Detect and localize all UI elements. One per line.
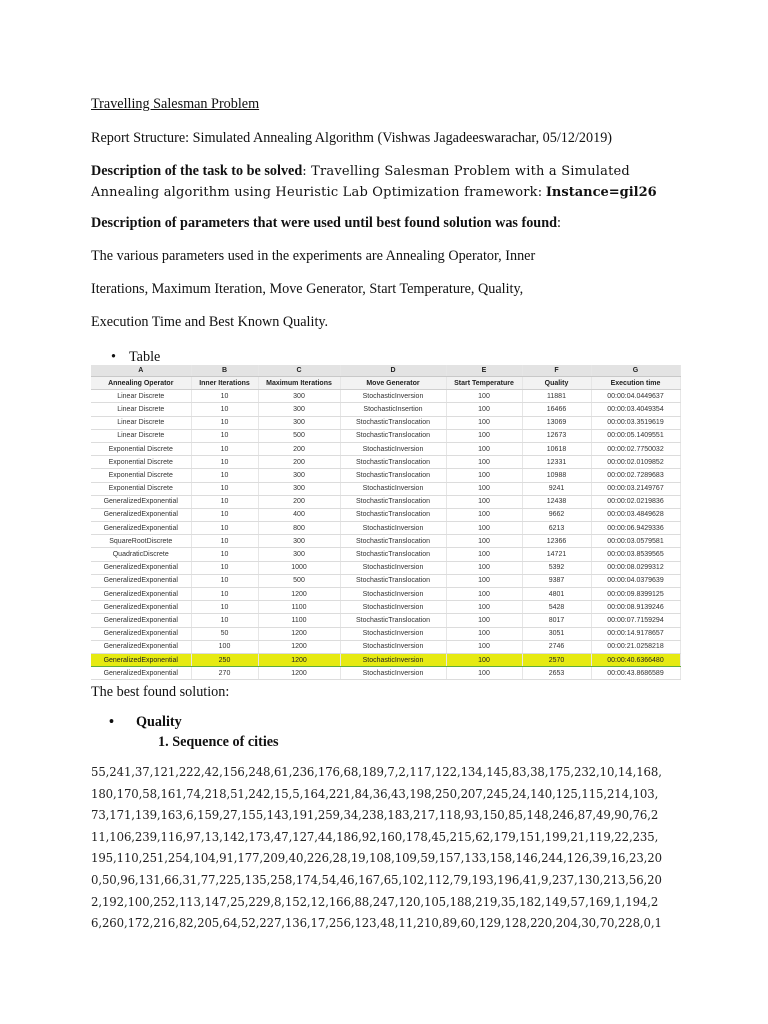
sequence-line: 6,260,172,216,82,205,64,52,227,136,17,256,123,48,11,210,89,60,129,128,220,204,30,70,228,0,1 xyxy=(91,916,662,931)
spreadsheet-body xyxy=(91,390,680,680)
table-cell: 1200 xyxy=(258,627,340,640)
table-cell: Exponential Discrete xyxy=(91,442,191,455)
table-cell: 100 xyxy=(446,601,522,614)
table-cell: QuadraticDiscrete xyxy=(91,548,191,561)
table-cell: 10 xyxy=(191,548,258,561)
table-cell: GeneralizedExponential xyxy=(91,667,191,680)
table-row xyxy=(91,588,680,601)
table-cell: 500 xyxy=(258,574,340,587)
table-cell: StochasticInsertion xyxy=(340,403,446,416)
table-cell: 10 xyxy=(191,442,258,455)
sequence-heading: 1. Sequence of cities xyxy=(158,734,279,750)
table-cell: 16466 xyxy=(522,403,591,416)
table-cell: 100 xyxy=(446,390,522,403)
table-cell: GeneralizedExponential xyxy=(91,522,191,535)
table-cell: 100 xyxy=(446,495,522,508)
params-heading-colon: : xyxy=(556,215,561,231)
table-cell: 00:00:08.9139246 xyxy=(591,601,680,614)
quality-bullet-dot: • xyxy=(109,714,114,730)
table-cell: StochasticInversion xyxy=(340,667,446,680)
task-description-line-2 xyxy=(91,182,681,203)
table-cell: 100 xyxy=(446,614,522,627)
table-cell: GeneralizedExponential xyxy=(91,561,191,574)
table-row xyxy=(91,390,680,403)
table-cell: StochasticInversion xyxy=(340,653,446,666)
table-cell: 100 xyxy=(446,508,522,521)
task-description-text-1: : Travelling Salesman Problem with a Simulated xyxy=(302,164,630,179)
column-headers-row xyxy=(91,377,680,390)
table-cell: 10 xyxy=(191,482,258,495)
table-cell: 00:00:02.7289683 xyxy=(591,469,680,482)
sequence-line: 55,241,37,121,222,42,156,248,61,236,176,68,189,7,2,117,122,134,145,83,38,175,232,10,14,168, xyxy=(91,765,662,779)
column-letters-row xyxy=(91,365,680,377)
table-cell: 100 xyxy=(446,574,522,587)
column-letter-g: G xyxy=(591,365,680,377)
table-cell: 9662 xyxy=(522,508,591,521)
table-cell: 200 xyxy=(258,456,340,469)
table-cell: 300 xyxy=(258,535,340,548)
table-cell: 5428 xyxy=(522,601,591,614)
table-cell: 00:00:03.2149767 xyxy=(591,482,680,495)
table-row xyxy=(91,416,680,429)
table-cell: Linear Discrete xyxy=(91,390,191,403)
table-cell: 100 xyxy=(191,640,258,653)
table-cell: 100 xyxy=(446,548,522,561)
table-cell: StochasticTranslocation xyxy=(340,469,446,482)
table-cell: 00:00:03.8539565 xyxy=(591,548,680,561)
table-cell: 12331 xyxy=(522,456,591,469)
table-cell: 00:00:03.4049354 xyxy=(591,403,680,416)
table-cell: 1200 xyxy=(258,588,340,601)
table-cell: 500 xyxy=(258,429,340,442)
table-cell: 10988 xyxy=(522,469,591,482)
table-row xyxy=(91,403,680,416)
document-body xyxy=(91,90,681,367)
column-letter-b: B xyxy=(191,365,258,377)
table-cell: Exponential Discrete xyxy=(91,469,191,482)
params-paragraph-line-1: The various parameters used in the experiments are Annealing Operator, Inner xyxy=(91,248,536,264)
table-cell: 8017 xyxy=(522,614,591,627)
table-row xyxy=(91,442,680,455)
table-cell: StochasticInversion xyxy=(340,561,446,574)
table-cell: 10 xyxy=(191,495,258,508)
table-cell: 100 xyxy=(446,442,522,455)
table-cell: 1200 xyxy=(258,653,340,666)
table-cell: 00:00:03.4849628 xyxy=(591,508,680,521)
table-cell: StochasticInversion xyxy=(340,522,446,535)
task-description-label: Description of the task to be solved xyxy=(91,163,303,179)
table-cell: 00:00:02.0109852 xyxy=(591,456,680,469)
table-cell: 100 xyxy=(446,640,522,653)
table-cell: 10 xyxy=(191,416,258,429)
table-cell: 300 xyxy=(258,469,340,482)
doc-title: Travelling Salesman Problem xyxy=(91,96,260,112)
table-cell: 100 xyxy=(446,416,522,429)
table-cell: 9241 xyxy=(522,482,591,495)
table-cell: 10 xyxy=(191,469,258,482)
column-header: Start Temperature xyxy=(446,377,522,390)
column-header: Annealing Operator xyxy=(91,377,191,390)
table-cell: 9387 xyxy=(522,574,591,587)
results-spreadsheet xyxy=(91,365,681,680)
table-cell: 100 xyxy=(446,456,522,469)
table-cell: 00:00:02.0219836 xyxy=(591,495,680,508)
table-row xyxy=(91,535,680,548)
sequence-line: 2,192,100,252,113,147,25,229,8,152,12,166,88,247,120,105,188,219,35,182,149,57,169,1,194,2 xyxy=(91,894,659,909)
table-row xyxy=(91,640,680,653)
column-letter-c: C xyxy=(258,365,340,377)
column-letter-e: E xyxy=(446,365,522,377)
table-cell: 00:00:03.3519619 xyxy=(591,416,680,429)
table-cell: GeneralizedExponential xyxy=(91,627,191,640)
table-cell: 1200 xyxy=(258,667,340,680)
table-cell: 1200 xyxy=(258,640,340,653)
table-cell: 100 xyxy=(446,561,522,574)
table-cell: 2653 xyxy=(522,667,591,680)
table-cell: StochasticInversion xyxy=(340,482,446,495)
table-cell: 00:00:21.0258218 xyxy=(591,640,680,653)
table-cell: 100 xyxy=(446,535,522,548)
table-cell: 11881 xyxy=(522,390,591,403)
table-cell: 250 xyxy=(191,653,258,666)
table-cell: GeneralizedExponential xyxy=(91,588,191,601)
table-cell: 100 xyxy=(446,403,522,416)
table-row xyxy=(91,667,680,680)
table-cell: 00:00:07.7159294 xyxy=(591,614,680,627)
sequence-line: 73,171,139,163,6,159,27,155,143,191,259,34,238,183,217,118,93,150,85,148,246,87,49,90,76,2 xyxy=(91,808,659,823)
params-heading xyxy=(91,213,681,233)
table-cell: 10 xyxy=(191,614,258,627)
table-cell: 270 xyxy=(191,667,258,680)
params-paragraph-line-2: Iterations, Maximum Iteration, Move Generator, Start Temperature, Quality, xyxy=(91,281,524,297)
table-cell: 10 xyxy=(191,588,258,601)
table-cell: Exponential Discrete xyxy=(91,482,191,495)
table-cell: 00:00:14.9178657 xyxy=(591,627,680,640)
report-structure: Report Structure: Simulated Annealing Algorithm (Vishwas Jagadeeswarachar, 05/12/2019) xyxy=(91,130,613,146)
params-paragraph-line-3: Execution Time and Best Known Quality. xyxy=(91,314,329,330)
table-cell: 300 xyxy=(258,390,340,403)
bullet-dot: • xyxy=(111,349,116,365)
table-cell: 100 xyxy=(446,469,522,482)
table-cell: 300 xyxy=(258,548,340,561)
table-cell: StochasticInversion xyxy=(340,390,446,403)
table-cell: StochasticInversion xyxy=(340,640,446,653)
table-cell: GeneralizedExponential xyxy=(91,495,191,508)
table-row xyxy=(91,469,680,482)
best-found-label: The best found solution: xyxy=(91,684,230,700)
bullet-table-label: Table xyxy=(129,349,161,365)
table-cell: StochasticTranslocation xyxy=(340,456,446,469)
table-cell: StochasticInversion xyxy=(340,442,446,455)
table-cell: 5392 xyxy=(522,561,591,574)
table-cell: 800 xyxy=(258,522,340,535)
table-cell: StochasticTranslocation xyxy=(340,495,446,508)
table-cell: StochasticTranslocation xyxy=(340,548,446,561)
table-cell: 100 xyxy=(446,429,522,442)
table-cell: Linear Discrete xyxy=(91,403,191,416)
table-row xyxy=(91,548,680,561)
table-cell: 00:00:43.8686589 xyxy=(591,667,680,680)
table-cell: GeneralizedExponential xyxy=(91,640,191,653)
column-letter-f: F xyxy=(522,365,591,377)
table-cell: 6213 xyxy=(522,522,591,535)
column-header: Quality xyxy=(522,377,591,390)
table-cell: 100 xyxy=(446,482,522,495)
column-letter-a: A xyxy=(91,365,191,377)
task-description xyxy=(91,161,681,182)
table-cell: 10 xyxy=(191,429,258,442)
table-row xyxy=(91,614,680,627)
table-row xyxy=(91,561,680,574)
city-sequence xyxy=(91,762,681,935)
task-description-text-2: Annealing algorithm using Heuristic Lab Optimization framework: xyxy=(91,185,543,200)
column-header: Maximum Iterations xyxy=(258,377,340,390)
table-row xyxy=(91,429,680,442)
table-cell: 300 xyxy=(258,482,340,495)
table-cell: 200 xyxy=(258,442,340,455)
table-cell: 10 xyxy=(191,403,258,416)
table-cell: 100 xyxy=(446,653,522,666)
table-cell: 300 xyxy=(258,403,340,416)
table-cell: 10 xyxy=(191,522,258,535)
table-cell: 1100 xyxy=(258,614,340,627)
table-cell: 00:00:40.6366480 xyxy=(591,653,680,666)
column-header: Inner Iterations xyxy=(191,377,258,390)
table-cell: StochasticTranslocation xyxy=(340,535,446,548)
table-cell: 10 xyxy=(191,508,258,521)
table-cell: GeneralizedExponential xyxy=(91,614,191,627)
quality-label: Quality xyxy=(136,714,182,730)
table-cell: Exponential Discrete xyxy=(91,456,191,469)
table-cell: 00:00:08.0299312 xyxy=(591,561,680,574)
table-cell: 2746 xyxy=(522,640,591,653)
table-cell: 100 xyxy=(446,627,522,640)
table-row xyxy=(91,456,680,469)
table-cell: 00:00:03.0579581 xyxy=(591,535,680,548)
table-row xyxy=(91,522,680,535)
table-cell: 00:00:06.9429336 xyxy=(591,522,680,535)
table-cell: 300 xyxy=(258,416,340,429)
table-cell: 2570 xyxy=(522,653,591,666)
sequence-line: 195,110,251,254,104,91,177,209,40,226,28,19,108,109,59,157,133,158,146,244,126,39,16,23,20 xyxy=(91,851,662,866)
table-cell: 00:00:04.0379639 xyxy=(591,574,680,587)
table-row xyxy=(91,495,680,508)
column-header: Execution time xyxy=(591,377,680,390)
table-cell: GeneralizedExponential xyxy=(91,508,191,521)
table-cell: Linear Discrete xyxy=(91,429,191,442)
table-row xyxy=(91,508,680,521)
table-cell: 14721 xyxy=(522,548,591,561)
table-cell: 00:00:02.7750032 xyxy=(591,442,680,455)
sequence-line: 180,170,58,161,74,218,51,242,15,5,164,221,84,36,43,198,250,207,245,24,140,125,115,214,103, xyxy=(91,786,659,801)
quality-bullet xyxy=(110,712,182,732)
table-cell: 10 xyxy=(191,535,258,548)
sequence-line: 11,106,239,116,97,13,142,173,47,127,44,186,92,160,178,45,215,62,179,151,199,21,119,22,235, xyxy=(91,829,659,844)
table-cell: Linear Discrete xyxy=(91,416,191,429)
bullet-table xyxy=(91,347,681,367)
table-cell: 10 xyxy=(191,574,258,587)
table-cell: 100 xyxy=(446,667,522,680)
table-cell: 10618 xyxy=(522,442,591,455)
table-cell: 00:00:09.8399125 xyxy=(591,588,680,601)
params-heading-text: Description of parameters that were used until best found solution was found xyxy=(91,215,557,231)
sequence-line: 0,50,96,131,66,31,77,225,135,258,174,54,46,167,65,102,112,79,193,196,41,9,237,130,213,56,20 xyxy=(91,872,662,887)
table-row xyxy=(91,574,680,587)
table-cell: 100 xyxy=(446,588,522,601)
table-cell: 12438 xyxy=(522,495,591,508)
table-row xyxy=(91,482,680,495)
table-cell: 00:00:05.1409551 xyxy=(591,429,680,442)
table-cell: 3051 xyxy=(522,627,591,640)
table-cell: 10 xyxy=(191,390,258,403)
table-cell: StochasticTranslocation xyxy=(340,429,446,442)
table-cell: StochasticInversion xyxy=(340,601,446,614)
table-cell: StochasticTranslocation xyxy=(340,416,446,429)
table-cell: 12673 xyxy=(522,429,591,442)
table-cell: StochasticInversion xyxy=(340,588,446,601)
table-cell: 50 xyxy=(191,627,258,640)
table-cell: StochasticTranslocation xyxy=(340,574,446,587)
table-cell: 12366 xyxy=(522,535,591,548)
table-cell: 1100 xyxy=(258,601,340,614)
table-cell: 100 xyxy=(446,522,522,535)
table-cell: StochasticTranslocation xyxy=(340,614,446,627)
instance-label: Instance=gil26 xyxy=(545,185,657,200)
table-row xyxy=(91,627,680,640)
table-cell: GeneralizedExponential xyxy=(91,574,191,587)
table-cell: StochasticInversion xyxy=(340,627,446,640)
table-cell: GeneralizedExponential xyxy=(91,653,191,666)
column-header: Move Generator xyxy=(340,377,446,390)
table-cell: 400 xyxy=(258,508,340,521)
table-cell: SquareRootDiscrete xyxy=(91,535,191,548)
table-row-best xyxy=(91,653,680,666)
table-row xyxy=(91,601,680,614)
table-cell: 00:00:04.0449637 xyxy=(591,390,680,403)
table-cell: 10 xyxy=(191,561,258,574)
table-cell: 200 xyxy=(258,495,340,508)
table-cell: GeneralizedExponential xyxy=(91,601,191,614)
table-cell: 4801 xyxy=(522,588,591,601)
table-cell: 13069 xyxy=(522,416,591,429)
table-cell: 10 xyxy=(191,601,258,614)
column-letter-d: D xyxy=(340,365,446,377)
table-cell: 1000 xyxy=(258,561,340,574)
table-cell: 10 xyxy=(191,456,258,469)
table-cell: StochasticTranslocation xyxy=(340,508,446,521)
